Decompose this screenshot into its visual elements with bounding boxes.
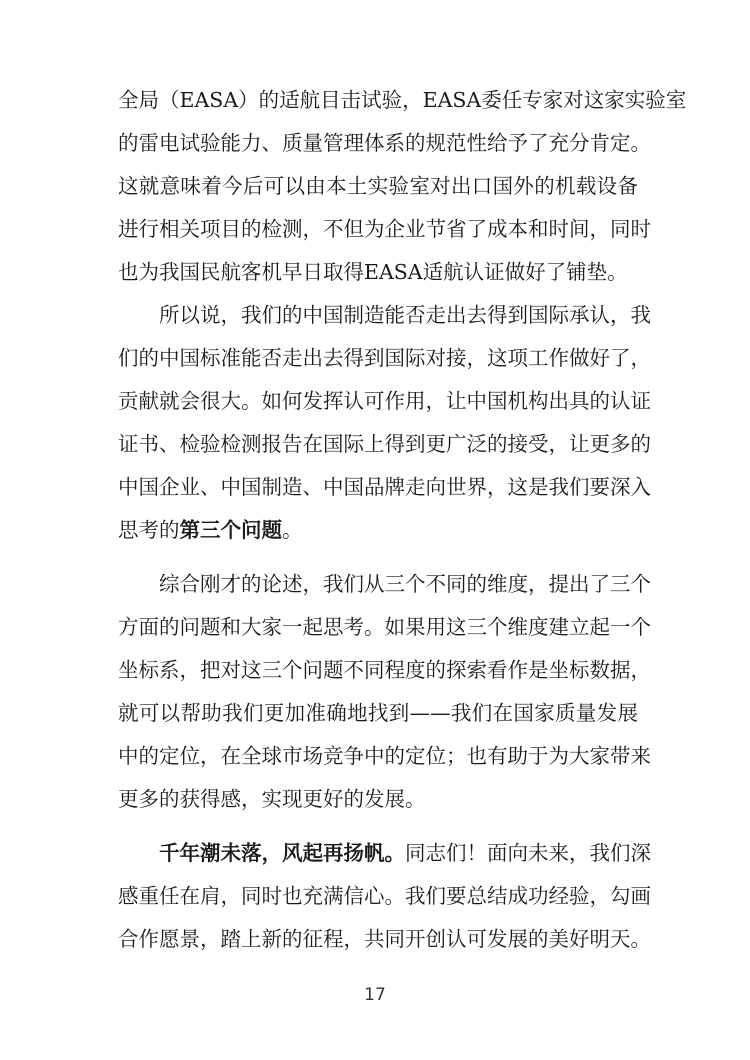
text-line: 们的中国标准能否走出去得到国际对接，这项工作做好了， (118, 346, 651, 370)
emphasis-text: 千年潮未落，风起再扬帆。 (159, 841, 405, 865)
text-line: 的雷电试验能力、质量管理体系的规范性给予了充分肯定。 (118, 131, 651, 155)
text-run: 同志们！面向未来，我们深 (405, 841, 651, 865)
text-line: 所以说，我们的中国制造能否走出去得到国际承认，我 (159, 303, 651, 327)
text-line: 合作愿景，踏上新的征程，共同开创认可发展的美好明天。 (118, 927, 651, 951)
text-run: 。 (282, 518, 303, 542)
text-line: 综合刚才的论述，我们从三个不同的维度，提出了三个 (159, 572, 651, 596)
text-line: 更多的获得感，实现更好的发展。 (118, 787, 426, 811)
text-line: 也为我国民航客机早日取得EASA适航认证做好了铺垫。 (118, 260, 628, 284)
text-line: 贡献就会很大。如何发挥认可作用，让中国机构出具的认证 (118, 389, 651, 413)
text-line: 中的定位，在全球市场竞争中的定位；也有助于为大家带来 (118, 744, 651, 768)
text-line: 感重任在肩，同时也充满信心。我们要总结成功经验，勾画 (118, 884, 651, 908)
text-line: 坐标系，把对这三个问题不同程度的探索看作是坐标数据， (118, 658, 651, 682)
text-line (159, 835, 651, 871)
text-line: 中国企业、中国制造、中国品牌走向世界，这是我们要深入 (118, 475, 651, 499)
text-line: 进行相关项目的检测，不但为企业节省了成本和时间，同时 (118, 217, 651, 241)
emphasis-text: 第三个问题 (179, 518, 282, 542)
text-run: 思考的 (118, 518, 180, 542)
page-number: 17 (364, 985, 386, 1005)
text-line (118, 512, 303, 548)
text-line: 就可以帮助我们更加准确地找到——我们在国家质量发展 (118, 701, 638, 725)
text-line: 证书、检验检测报告在国际上得到更广泛的接受，让更多的 (118, 432, 651, 456)
text-line: 方面的问题和大家一起思考。如果用这三个维度建立起一个 (118, 615, 651, 639)
text-line: 全局（EASA）的适航目击试验，EASA委任专家对这家实验室 (118, 88, 687, 112)
text-line: 这就意味着今后可以由本土实验室对出口国外的机载设备 (118, 174, 638, 198)
